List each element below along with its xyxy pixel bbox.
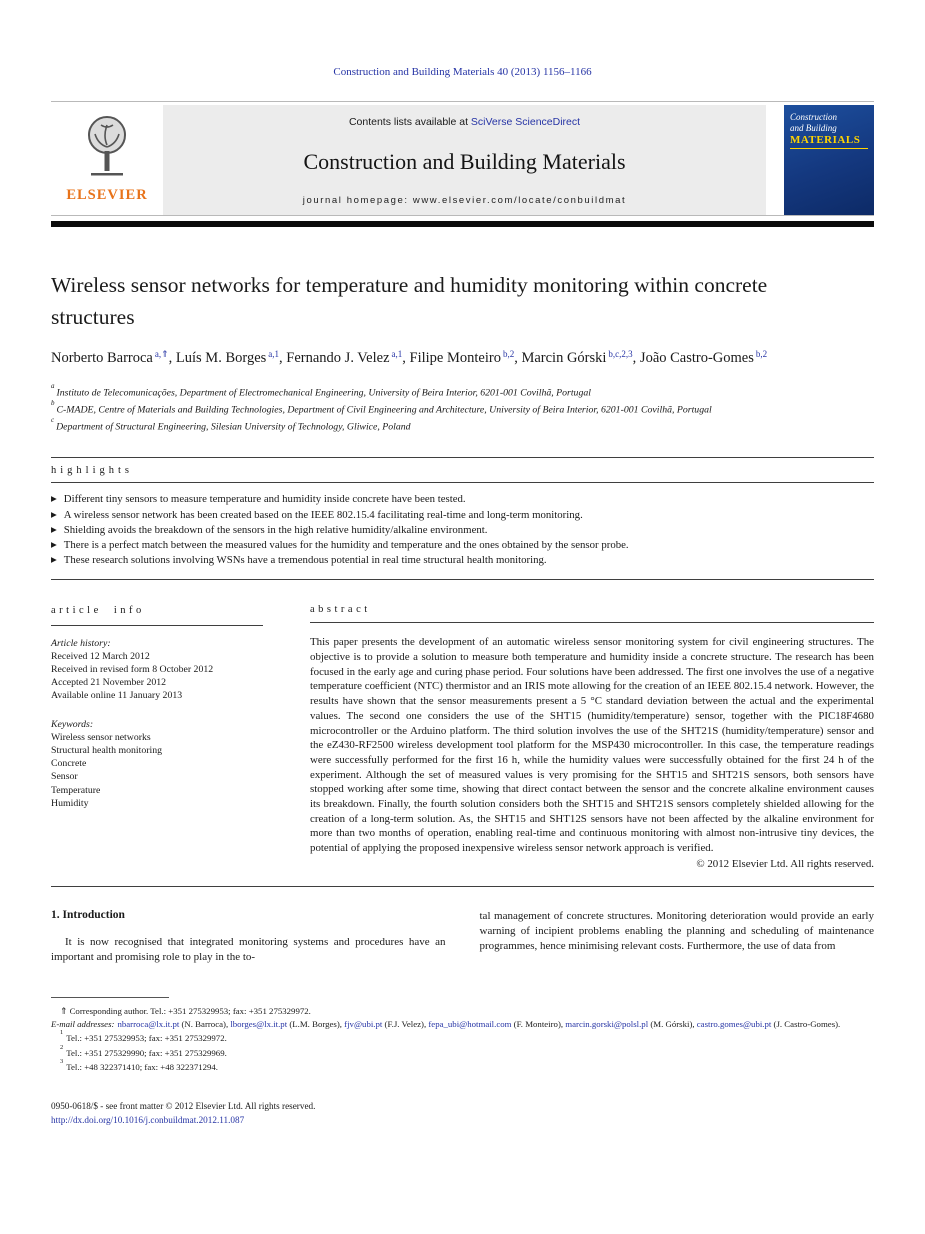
sciverse-link[interactable]: SciVerse ScienceDirect <box>470 116 581 128</box>
author: Fernando J. Velez $^{a,1}$, <box>286 349 410 366</box>
highlight-item: ▶ A wireless sensor network has been created based on the IEEE 802.15.4 facilitating real-time and long-term monitoring. <box>51 508 583 521</box>
email-link[interactable]: nbarroca@lx.it.pt <box>117 1018 180 1029</box>
cover-line-1: Construction <box>790 112 838 122</box>
triangle-bullet-icon: ▶ <box>51 539 57 549</box>
intro-left-column <box>51 909 446 965</box>
email-link[interactable]: marcin.gorski@polsl.pl <box>565 1018 649 1029</box>
keyword: Wireless sensor networks <box>51 731 151 743</box>
keyword: Humidity <box>51 797 89 809</box>
author: João Castro-Gomes $^{b,2}$ <box>639 349 768 366</box>
keyword: Sensor <box>51 771 78 783</box>
introduction-section <box>51 909 874 965</box>
footnotes-section <box>51 997 874 1074</box>
author-affil-ref[interactable]: a,1 <box>268 349 280 359</box>
email-link[interactable]: fjv@ubi.pt <box>344 1018 383 1029</box>
triangle-bullet-icon: ▶ <box>51 509 57 519</box>
doi-link[interactable]: http://dx.doi.org/10.1016/j.conbuildmat.2012.11.087 <box>51 1114 245 1125</box>
highlight-item: ▶ Shielding avoids the breakdown of the sensors in the high relative humidity/alkaline environment. <box>51 523 488 536</box>
cover-line-3: MATERIALS <box>790 134 868 149</box>
journal-cover-thumbnail <box>784 105 874 215</box>
article-history-label: Article history: <box>51 637 111 649</box>
article-title: Wireless sensor networks for temperature and humidity monitoring within concrete structures <box>51 273 768 329</box>
author-affil-ref[interactable]: a,1 <box>391 349 403 359</box>
header-bottom-rule <box>51 215 874 216</box>
abstract-column <box>310 604 874 870</box>
journal-citation-link[interactable]: Construction and Building Materials 40 (2013) 1156–1166 <box>333 66 592 78</box>
highlights-rule-bottom <box>51 579 874 580</box>
intro-right-column <box>480 909 875 965</box>
highlights-list <box>51 483 874 579</box>
triangle-bullet-icon: ▶ <box>51 555 57 565</box>
highlight-item: ▶ These research solutions involving WSNs have a tremendous potential in real time structural health monitoring. <box>51 554 547 567</box>
keywords-label: Keywords: <box>51 718 94 730</box>
intro-paragraph-left: It is now recognised that integrated monitoring systems and procedures have an important and promising role to play in the to- <box>51 935 446 964</box>
author-affil-ref[interactable]: b,2 <box>502 349 515 359</box>
journal-citation <box>51 0 874 78</box>
keyword: Structural health monitoring <box>51 744 163 756</box>
intro-paragraph-right: tal management of concrete structures. Monitoring deterioration would provide an early warning of incipient problems enabling the planning and scheduling of maintenance programmes, hence minimising relevant costs. Furthermore, the use of data from <box>479 909 874 953</box>
elsevier-tree-icon <box>75 109 139 186</box>
contents-line <box>349 116 580 128</box>
affiliation: $^b$C-MADE, Centre of Materials and Building Technologies, Department of Civil Engineering and Architecture, University of Beira Interior, 6201-001 Covilhã, Portugal <box>51 398 712 416</box>
keyword: Concrete <box>51 758 87 770</box>
history-line: Received in revised form 8 October 2012 <box>51 663 214 675</box>
cover-line-2: and Building <box>790 122 837 133</box>
email-addresses-note: E-mail addresses: nbarroca@lx.it.pt (N. Barroca), lborges@lx.it.pt (L.M. Borges), fjv@ubi.pt (F.J. Velez), fepa_ubi@hotmail.com (F. Monteiro), marcin.gorski@polsl.pl (M. Górski), castro.gomes@ubi.pt (J. Castro-Gomes). <box>51 1018 841 1029</box>
elsevier-logo <box>51 105 163 215</box>
keyword: Temperature <box>51 784 101 796</box>
author-affil-ref[interactable]: a,⇑ <box>154 349 169 359</box>
elsevier-wordmark: ELSEVIER <box>66 187 148 203</box>
affiliation-list <box>51 383 874 433</box>
highlight-item: ▶ Different tiny sensors to measure temperature and humidity inside concrete have been tested. <box>51 493 466 506</box>
email-link[interactable]: fepa_ubi@hotmail.com <box>428 1018 512 1029</box>
introduction-heading: 1. Introduction <box>51 908 125 921</box>
author-affil-ref[interactable]: b,2 <box>755 349 768 359</box>
author: Marcin Górski $^{b,c,2,3}$, <box>521 349 640 366</box>
contents-prefix: Contents lists available at <box>348 116 471 128</box>
corresponding-author-note: ⇑ Corresponding author. Tel.: +351 275329953; fax: +351 275329972. <box>60 1006 311 1017</box>
email-addresses-label: E-mail addresses: <box>51 1018 115 1029</box>
journal-header <box>51 105 874 215</box>
author: Luís M. Borges $^{a,1}$, <box>175 349 287 366</box>
numbered-footnote: $^3$Tel.: +48 322371410; fax: +48 322371294. <box>60 1058 219 1073</box>
email-link[interactable]: castro.gomes@ubi.pt <box>696 1018 772 1029</box>
article-info-column <box>51 604 263 870</box>
article-info-heading: article info <box>51 604 263 625</box>
triangle-bullet-icon: ▶ <box>51 524 57 534</box>
abstract-bottom-rule <box>51 886 874 887</box>
history-line: Received 12 March 2012 <box>51 650 150 662</box>
front-matter-line: 0950-0618/$ - see front matter © 2012 Elsevier Ltd. All rights reserved. <box>51 1101 316 1111</box>
affiliation: $^a$Instituto de Telecomunicações, Department of Electromechanical Engineering, University of Beira Interior, 6201-001 Covilhã, Portugal <box>51 382 591 399</box>
affiliation: $^c$Department of Structural Engineering, Silesian University of Technology, Gliwice, Poland <box>51 415 411 432</box>
author-list <box>51 348 851 370</box>
header-black-bar <box>51 221 874 227</box>
author-affil-ref[interactable]: b,c,2,3 <box>608 349 633 359</box>
header-top-rule <box>51 101 874 102</box>
highlight-item: ▶ There is a perfect match between the measured values for the humidity and temperature and the ones obtained by the sensor probe. <box>51 538 629 551</box>
copyright-line: © 2012 Elsevier Ltd. All rights reserved. <box>696 857 874 870</box>
author: Filipe Monteiro $^{b,2}$, <box>409 349 522 366</box>
info-abstract-section <box>51 604 874 870</box>
journal-homepage-link[interactable]: journal homepage: www.elsevier.com/locate/conbuildmat <box>302 195 627 206</box>
history-line: Available online 11 January 2013 <box>51 690 183 702</box>
journal-banner <box>163 105 766 215</box>
footnote-separator-rule <box>51 997 169 998</box>
numbered-footnote: $^2$Tel.: +351 275329990; fax: +351 275329969. <box>60 1043 227 1058</box>
email-link[interactable]: lborges@lx.it.pt <box>230 1018 288 1029</box>
highlights-heading: highlights <box>51 465 134 477</box>
history-line: Accepted 21 November 2012 <box>51 677 167 689</box>
journal-title: Construction and Building Materials <box>303 148 626 174</box>
author: Norberto Barroca $^{a,⇑}$, <box>51 349 176 366</box>
highlights-section <box>51 457 874 580</box>
abstract-heading: abstract <box>310 604 874 623</box>
abstract-text: This paper presents the development of an automatic wireless sensor monitoring system for civil engineering structures. The objective is to provide a solution to measure both temperature and humidity inside a concrete structure. The research has been focused in the early age and curing phase period. Four solutions have been addressed. The first one involves the use of a negative temperature coefficient (NTC) thermistor and an IRIS mote allowing for the creation of an IEEE 802.15.4 network. However, the results have shown that the sensor measurements present a 5 °C standard deviation between the actual and the experimental values. The second one considers the use of the SHT15 (humidity/temperature) sensor, together with the PIC18F4680 microcontroller or the Arduino platform. The third solution involves the use of the SHT21S (humidity/temperature) sensor and the eZ430-RF2500 wireless development tool platform for the MSP430 microcontroller. In this case, the temperature readings were successfully performed for the first 16 h, while the humidity values were successfully obtained for the first 24 h of the experiment. Although the set of measured values is very promising for the SHT15 and SHT21S sensors, both sensors have stopped working after some time, showing that direct contact between the sensor and the concrete alkaline environment causes its breakdown. Finally, the fourth solution considers both the SHT15 and SHT21S sensors completely shielded allowing for the creation of a long-term solution. As, the SHT15 and SHT12S sensors have not been affected by the alkaline environment for more than two months of operation, enabling real-time and continuous monitoring with almost non-intrusive tiny devices, the potential of applying the proposed inexpensive wireless sensor network approach is verified. <box>310 636 874 855</box>
numbered-footnote: $^1$Tel.: +351 275329953; fax: +351 275329972. <box>60 1029 227 1044</box>
imprint-section <box>51 1100 874 1127</box>
triangle-bullet-icon: ▶ <box>51 494 57 504</box>
